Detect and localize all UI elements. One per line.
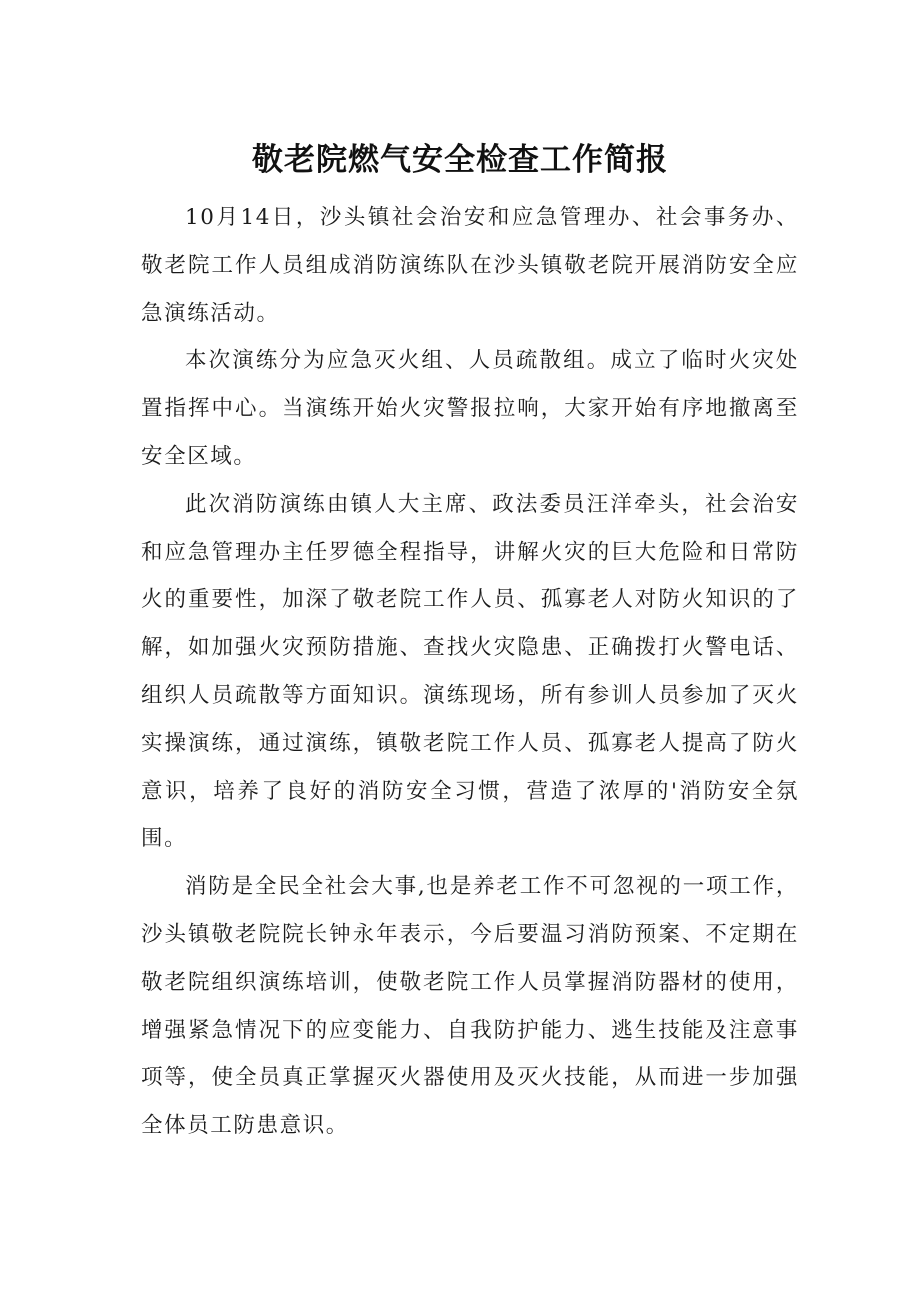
paragraph-future-plans: 消防是全民全社会大事,也是养老工作不可忽视的一项工作，沙头镇敬老院院长钟永年表示，今后要温习消防预案、不定期在敬老院组织演练培训，使敬老院工作人员掌握消防器材的使用，增强紧急情况下的应变能力、自我防护能力、逃生技能及注意事项等，使全员真正掌握灭火器使用及灭火技能，从而进一步加强全体员工防患意识。 bbox=[141, 874, 799, 1139]
paragraph-drill-guidance: 此次消防演练由镇人大主席、政法委员汪洋牵头，社会治安和应急管理办主任罗德全程指导，讲解火灾的巨大危险和日常防火的重要性，加深了敬老院工作人员、孤寡老人对防火知识的了解，如加强火灾预防措施、查找火灾隐患、正确拨打火警电话、组织人员疏散等方面知识。演练现场，所有参训人员参加了灭火实操演练，通过演练，镇敬老院工作人员、孤寡老人提高了防火意识，培养了良好的消防安全习惯，营造了浓厚的'消防安全氛围。 bbox=[141, 491, 799, 852]
document-title: 敬老院燃气安全检查工作简报 bbox=[252, 142, 668, 178]
document-body bbox=[141, 194, 799, 1150]
paragraph-drill-overview: 10月14日，沙头镇社会治安和应急管理办、社会事务办、敬老院工作人员组成消防演练队在沙头镇敬老院开展消防安全应急演练活动。 bbox=[141, 205, 799, 326]
paragraph-drill-groups: 本次演练分为应急灭火组、人员疏散组。成立了临时火灾处置指挥中心。当演练开始火灾警报拉响，大家开始有序地撤离至安全区域。 bbox=[141, 348, 799, 469]
